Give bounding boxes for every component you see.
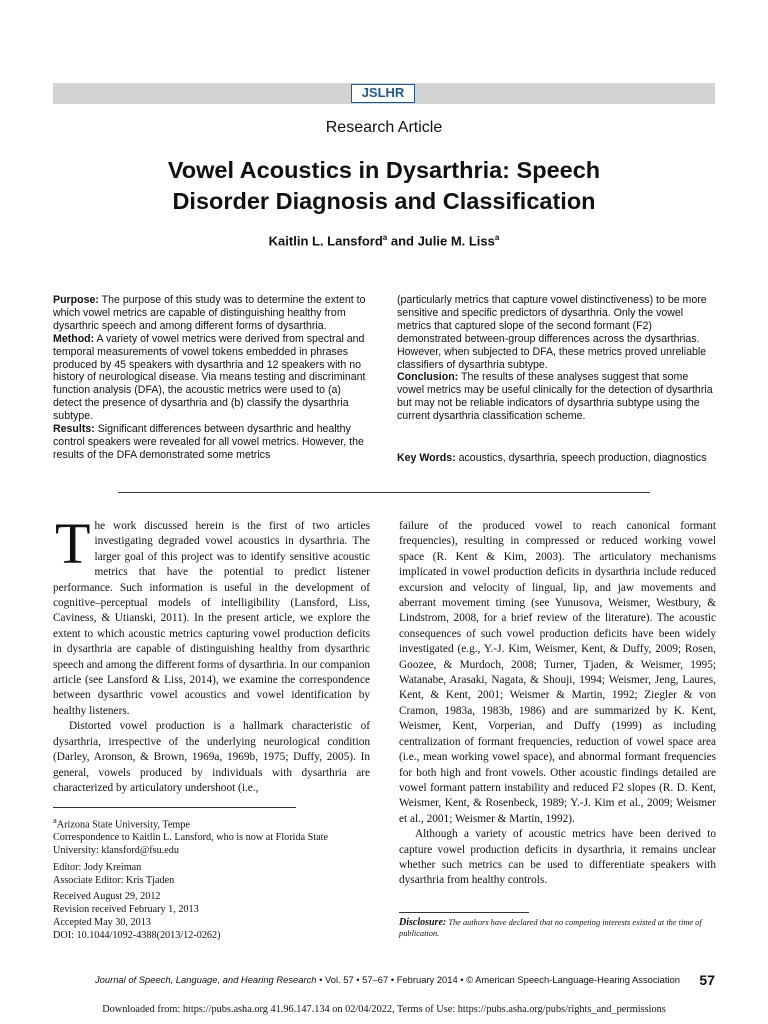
associate-editor-note: Associate Editor: Kris Tjaden: [53, 874, 175, 886]
affiliation-note: [53, 814, 373, 832]
disclosure-text: The authors have declared that no competing interests existed at the time of publication.: [399, 918, 702, 938]
accepted-date: Accepted May 30, 2013: [53, 916, 151, 928]
author-1-affiliation: a: [382, 233, 388, 242]
disclosure-note: [399, 917, 717, 939]
title-line-1: Vowel Acoustics in Dysarthria: Speech: [167, 157, 601, 183]
abstract-method: [53, 333, 371, 423]
author-line: [0, 233, 768, 248]
disclosure-label: Disclosure:: [399, 917, 447, 928]
footnotes: [53, 814, 373, 943]
footer-journal-name: Journal of Speech, Language, and Hearing Research: [94, 974, 317, 985]
download-notice: Downloaded from: https://pubs.asha.org 41.96.147.134 on 02/04/2022, Terms of Use: https://pubs.asha.org/pubs/rights_and_permissions: [102, 1004, 666, 1015]
affiliation-marker: a: [53, 815, 57, 825]
author-2-affiliation: a: [494, 233, 500, 242]
affiliation-text: Arizona State University, Tempe: [56, 819, 190, 831]
abstract-results-continued: (particularly metrics that capture vowel distinctiveness) to be more sensitive and specific predictors of dysarthria. Only the vowel metrics that captured slope of the second formant (F2) demonstrated between-group differences across the dysarthrias. However, when subjected to DFA, these metrics proved unreliable classifiers of dysarthria subtype.: [397, 294, 707, 371]
paragraph-1-text: he work discussed herein is the first of two articles investigating degraded vowel acoustics in dysarthria. The larger goal of this project was to identify sensitive acoustic metrics that have the potential to predict listener performance. Such information is useful in the development of cognitive–perceptual models of intelligibility (Lansford, Liss, Caviness, & Utianski, 2011). In the present article, we explore the extent to which acoustic metrics capturing vowel production deficits in dysarthria are capable of distinguishing healthy from dysarthric speech and among the different forms of dysarthria. In our companion article (see Lansford & Liss, 2014), we examine the correspondence between dysarthric vowel acoustics and vowel identification by healthy listeners.: [53, 520, 370, 717]
author-join: and: [387, 233, 418, 249]
author-1: Kaitlin L. Lansford: [268, 233, 383, 249]
page-footer: [0, 974, 768, 988]
author-2: Julie M. Liss: [417, 233, 495, 249]
body-right-column: [399, 519, 716, 889]
abstract-divider: [118, 492, 650, 493]
keywords: [397, 452, 717, 465]
abstract-right-column: [397, 294, 717, 423]
conclusion-text: The results of these analyses suggest that some vowel metrics may be useful clinically for the detection of dysarthria but may not be reliable indicators of dysarthria subtype using the current dysarthria classification scheme.: [397, 371, 713, 423]
keywords-line: [397, 452, 717, 465]
results-label: Results:: [53, 423, 95, 436]
abstract-left-column: [53, 294, 371, 462]
journal-badge: JSLHR: [351, 84, 415, 103]
disclosure-divider: [399, 912, 529, 913]
doi: DOI: 10.1044/1092-4388(2013/12-0262): [53, 929, 221, 941]
drop-cap: T: [55, 511, 91, 576]
keywords-text: acoustics, dysarthria, speech production, diagnostics: [455, 452, 707, 464]
abstract-results: [53, 423, 371, 462]
method-label: Method:: [53, 332, 95, 345]
body-paragraph-3: failure of the produced vowel to reach canonical formant frequencies), resulting in compressed or reduced working vowel space (R. Kent & Kim, 2003). The articulatory mechanisms implicated in vowel production deficits in dysarthria include reduced excursion and velocity of lingual, lip, and jaw movements and aberrant movement timing (see Yunusova, Weismer, Westbury, & Lindstrom, 2008, for a brief review of the literature). The acoustic consequences of such vowel production deficits have been widely investigated (e.g., Y.-J. Kim, Weismer, Kent, & Duffy, 2009; Rosen, Goozee, & Murdoch, 2008; Turner, Tjaden, & Weismer, 1995; Watanabe, Arasaki, Nagata, & Shouji, 1994; Weismer, Jeng, Laures, Kent, & Kent, 2001; Weismer & Martin, 1992; Ziegler & von Cramon, 1983a, 1983b, 1986) and are summarized by K. Kent, Weismer, Kent, Vorperian, and Duffy (1999) as including centralization of formant frequencies, reduction of vowel space area (i.e., mean working vowel space), and abnormal formant frequencies for both high and front vowels. Other acoustic findings detailed are vowel formant pattern instability and reduced F2 slopes (R. D. Kent, Weismer, Kent, & Rosenbeck, 1989; Y.-J. Kim et al., 2009; Weismer et al., 2001; Weismer & Martin, 1992).: [399, 520, 716, 825]
correspondence-note: Correspondence to Kaitlin L. Lansford, who is now at Florida State University: klansford@fsu.edu: [53, 832, 329, 856]
body-paragraph-2: Distorted vowel production is a hallmark characteristic of dysarthria, irrespective of the underlying neurological condition (Darley, Aronson, & Brown, 1969a, 1969b, 1975; Duffy, 2005). In general, vowels produced by individuals with dysarthria are characterized by articulatory undershoot (i.e.,: [53, 720, 370, 794]
footer-citation: [95, 974, 680, 985]
abstract-conclusion: [397, 371, 717, 423]
results-text: Significant differences between dysarthric and healthy control speakers were revealed for all vowel metrics. However, the results of the DFA demonstrated some metrics: [53, 423, 364, 461]
article-title: [0, 155, 768, 217]
keywords-label: Key Words:: [397, 452, 456, 464]
purpose-label: Purpose:: [53, 294, 99, 306]
conclusion-label: Conclusion:: [397, 371, 459, 384]
abstract-purpose: [53, 294, 371, 333]
body-left-column: [53, 511, 370, 796]
title-line-2: Disorder Diagnosis and Classification: [172, 188, 596, 214]
article-type: Research Article: [325, 119, 443, 136]
body-paragraph-1: [53, 511, 370, 719]
footer-citation-details: • Vol. 57 • 57–67 • February 2014 • © American Speech-Language-Hearing Association: [316, 974, 680, 985]
editor-note: Editor: Jody Kreiman: [53, 861, 142, 873]
method-text: A variety of vowel metrics were derived from spectral and temporal measurements of vowel tokens embedded in phrases produced by 45 speakers with dysarthria and 12 speakers with no history of neurological disease. Via means testing and discriminant function analysis (DFA), the acoustic metrics were used to (a) detect the presence of dysarthria and (b) classify the dysarthria subtype.: [53, 332, 366, 423]
footnote-divider: [53, 807, 296, 808]
body-paragraph-4: Although a variety of acoustic metrics have been derived to capture vowel production deficits in dysarthria, it remains unclear whether such metrics can be used to differentiate speakers with dysarthria from healthy controls.: [399, 828, 716, 887]
purpose-text: The purpose of this study was to determine the extent to which vowel metrics are capable of distinguishing healthy from dysarthric speech and among different forms of dysarthria.: [53, 294, 366, 332]
page-number: 57: [699, 972, 715, 988]
revision-date: Revision received February 1, 2013: [53, 904, 199, 916]
received-date: Received August 29, 2012: [53, 891, 161, 903]
